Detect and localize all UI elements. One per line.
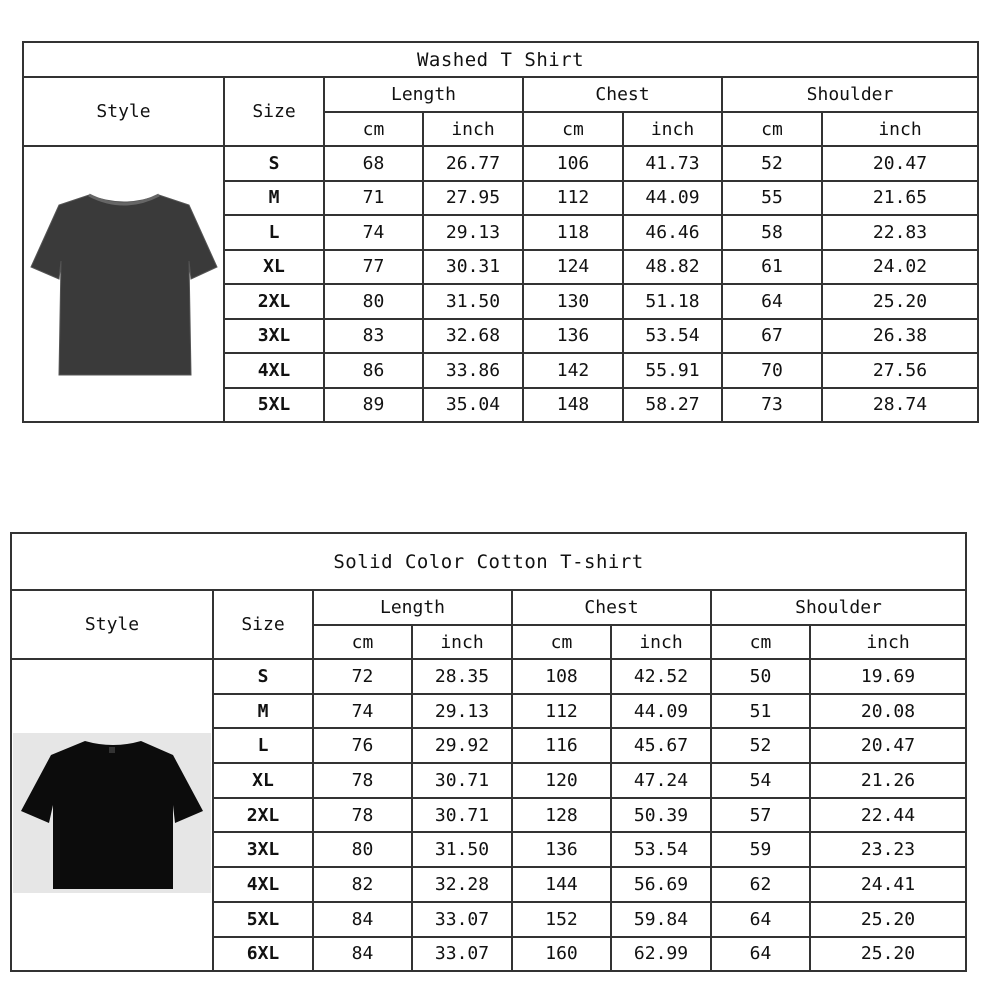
chest-inch-cell: 56.69 [611, 867, 711, 902]
length-header: Length [324, 77, 523, 112]
length-cm-cell: 77 [324, 250, 423, 285]
shoulder-cm-cell: 58 [722, 215, 822, 250]
chest-cm-cell: 112 [512, 694, 611, 729]
chest-cm-cell: 128 [512, 798, 611, 833]
chest-header: Chest [512, 590, 711, 625]
length-cm-cell: 83 [324, 319, 423, 354]
size-cell: 5XL [224, 388, 324, 423]
shoulder-cm-cell: 64 [711, 902, 810, 937]
length-inch-cell: 33.86 [423, 353, 523, 388]
shoulder-header: Shoulder [722, 77, 978, 112]
shoulder-inch-cell: 19.69 [810, 659, 966, 694]
chest-cm-cell: 116 [512, 728, 611, 763]
size-cell: L [224, 215, 324, 250]
length-cm-cell: 84 [313, 937, 412, 972]
chest-inch-cell: 47.24 [611, 763, 711, 798]
length-inch-cell: 33.07 [412, 902, 512, 937]
inch-header: inch [623, 112, 722, 146]
length-cm-cell: 72 [313, 659, 412, 694]
shoulder-inch-cell: 22.83 [822, 215, 978, 250]
shoulder-cm-cell: 52 [722, 146, 822, 181]
size-cell: 4XL [213, 867, 313, 902]
shoulder-cm-cell: 62 [711, 867, 810, 902]
chest-cm-cell: 148 [523, 388, 623, 423]
inch-header: inch [412, 625, 512, 659]
inch-header: inch [822, 112, 978, 146]
chest-inch-cell: 53.54 [611, 832, 711, 867]
shoulder-inch-cell: 25.20 [822, 284, 978, 319]
size-header: Size [224, 77, 324, 146]
length-inch-cell: 32.68 [423, 319, 523, 354]
chest-cm-cell: 152 [512, 902, 611, 937]
cm-header: cm [711, 625, 810, 659]
cm-header: cm [523, 112, 623, 146]
length-inch-cell: 35.04 [423, 388, 523, 423]
shoulder-cm-cell: 64 [711, 937, 810, 972]
size-cell: 4XL [224, 353, 324, 388]
length-inch-cell: 30.31 [423, 250, 523, 285]
cm-header: cm [512, 625, 611, 659]
shoulder-inch-cell: 25.20 [810, 902, 966, 937]
chest-inch-cell: 41.73 [623, 146, 722, 181]
shoulder-inch-cell: 20.47 [810, 728, 966, 763]
length-cm-cell: 80 [324, 284, 423, 319]
chest-inch-cell: 62.99 [611, 937, 711, 972]
table-title: Washed T Shirt [23, 42, 978, 77]
shoulder-cm-cell: 67 [722, 319, 822, 354]
length-inch-cell: 29.92 [412, 728, 512, 763]
length-inch-cell: 31.50 [423, 284, 523, 319]
shoulder-cm-cell: 54 [711, 763, 810, 798]
table-title: Solid Color Cotton T-shirt [11, 533, 966, 590]
chest-header: Chest [523, 77, 722, 112]
length-cm-cell: 86 [324, 353, 423, 388]
size-cell: M [213, 694, 313, 729]
shoulder-cm-cell: 51 [711, 694, 810, 729]
size-cell: 2XL [213, 798, 313, 833]
shoulder-cm-cell: 55 [722, 181, 822, 216]
length-cm-cell: 84 [313, 902, 412, 937]
shoulder-header: Shoulder [711, 590, 966, 625]
solid-cotton-tshirt-size-table [10, 532, 967, 972]
length-cm-cell: 76 [313, 728, 412, 763]
length-inch-cell: 27.95 [423, 181, 523, 216]
shoulder-inch-cell: 20.47 [822, 146, 978, 181]
style-header: Style [11, 590, 213, 659]
length-cm-cell: 78 [313, 798, 412, 833]
chest-inch-cell: 59.84 [611, 902, 711, 937]
shoulder-cm-cell: 70 [722, 353, 822, 388]
chest-inch-cell: 44.09 [623, 181, 722, 216]
chest-inch-cell: 46.46 [623, 215, 722, 250]
shoulder-cm-cell: 52 [711, 728, 810, 763]
size-cell: 3XL [224, 319, 324, 354]
style-image-cell [23, 146, 224, 422]
size-cell: 5XL [213, 902, 313, 937]
length-inch-cell: 30.71 [412, 763, 512, 798]
style-header: Style [23, 77, 224, 146]
chest-cm-cell: 136 [523, 319, 623, 354]
washed-tshirt-image [29, 187, 219, 377]
chest-inch-cell: 48.82 [623, 250, 722, 285]
length-inch-cell: 26.77 [423, 146, 523, 181]
size-cell: 3XL [213, 832, 313, 867]
shoulder-inch-cell: 21.65 [822, 181, 978, 216]
length-cm-cell: 71 [324, 181, 423, 216]
inch-header: inch [810, 625, 966, 659]
cm-header: cm [722, 112, 822, 146]
chest-inch-cell: 53.54 [623, 319, 722, 354]
shoulder-inch-cell: 22.44 [810, 798, 966, 833]
inch-header: inch [611, 625, 711, 659]
length-header: Length [313, 590, 512, 625]
table-row [11, 659, 966, 694]
shoulder-inch-cell: 25.20 [810, 937, 966, 972]
chest-cm-cell: 144 [512, 867, 611, 902]
shoulder-cm-cell: 64 [722, 284, 822, 319]
size-cell: S [224, 146, 324, 181]
chest-inch-cell: 51.18 [623, 284, 722, 319]
chest-inch-cell: 50.39 [611, 798, 711, 833]
chest-inch-cell: 55.91 [623, 353, 722, 388]
length-inch-cell: 28.35 [412, 659, 512, 694]
shoulder-inch-cell: 28.74 [822, 388, 978, 423]
shoulder-cm-cell: 59 [711, 832, 810, 867]
chest-inch-cell: 45.67 [611, 728, 711, 763]
chest-cm-cell: 106 [523, 146, 623, 181]
shoulder-inch-cell: 21.26 [810, 763, 966, 798]
size-cell: XL [224, 250, 324, 285]
chest-cm-cell: 124 [523, 250, 623, 285]
chest-inch-cell: 58.27 [623, 388, 722, 423]
inch-header: inch [423, 112, 523, 146]
size-cell: 6XL [213, 937, 313, 972]
size-cell: M [224, 181, 324, 216]
shoulder-inch-cell: 20.08 [810, 694, 966, 729]
shoulder-cm-cell: 61 [722, 250, 822, 285]
chest-cm-cell: 142 [523, 353, 623, 388]
length-inch-cell: 29.13 [423, 215, 523, 250]
size-cell: L [213, 728, 313, 763]
length-cm-cell: 68 [324, 146, 423, 181]
black-tshirt-image [13, 733, 211, 893]
chest-cm-cell: 136 [512, 832, 611, 867]
style-image-cell [11, 659, 213, 971]
length-inch-cell: 33.07 [412, 937, 512, 972]
shoulder-cm-cell: 50 [711, 659, 810, 694]
length-cm-cell: 74 [313, 694, 412, 729]
size-header: Size [213, 590, 313, 659]
chest-cm-cell: 130 [523, 284, 623, 319]
shoulder-cm-cell: 57 [711, 798, 810, 833]
cm-header: cm [324, 112, 423, 146]
length-inch-cell: 29.13 [412, 694, 512, 729]
chest-cm-cell: 120 [512, 763, 611, 798]
length-inch-cell: 31.50 [412, 832, 512, 867]
size-cell: XL [213, 763, 313, 798]
length-cm-cell: 80 [313, 832, 412, 867]
chest-cm-cell: 160 [512, 937, 611, 972]
chest-cm-cell: 108 [512, 659, 611, 694]
washed-tshirt-size-table [22, 41, 979, 423]
shoulder-cm-cell: 73 [722, 388, 822, 423]
size-cell: 2XL [224, 284, 324, 319]
shoulder-inch-cell: 27.56 [822, 353, 978, 388]
cm-header: cm [313, 625, 412, 659]
length-cm-cell: 82 [313, 867, 412, 902]
chest-inch-cell: 42.52 [611, 659, 711, 694]
chest-cm-cell: 112 [523, 181, 623, 216]
chest-inch-cell: 44.09 [611, 694, 711, 729]
length-cm-cell: 74 [324, 215, 423, 250]
length-inch-cell: 30.71 [412, 798, 512, 833]
table-row [23, 146, 978, 181]
chest-cm-cell: 118 [523, 215, 623, 250]
length-inch-cell: 32.28 [412, 867, 512, 902]
length-cm-cell: 78 [313, 763, 412, 798]
shoulder-inch-cell: 23.23 [810, 832, 966, 867]
shoulder-inch-cell: 24.41 [810, 867, 966, 902]
shoulder-inch-cell: 24.02 [822, 250, 978, 285]
length-cm-cell: 89 [324, 388, 423, 423]
shoulder-inch-cell: 26.38 [822, 319, 978, 354]
size-cell: S [213, 659, 313, 694]
